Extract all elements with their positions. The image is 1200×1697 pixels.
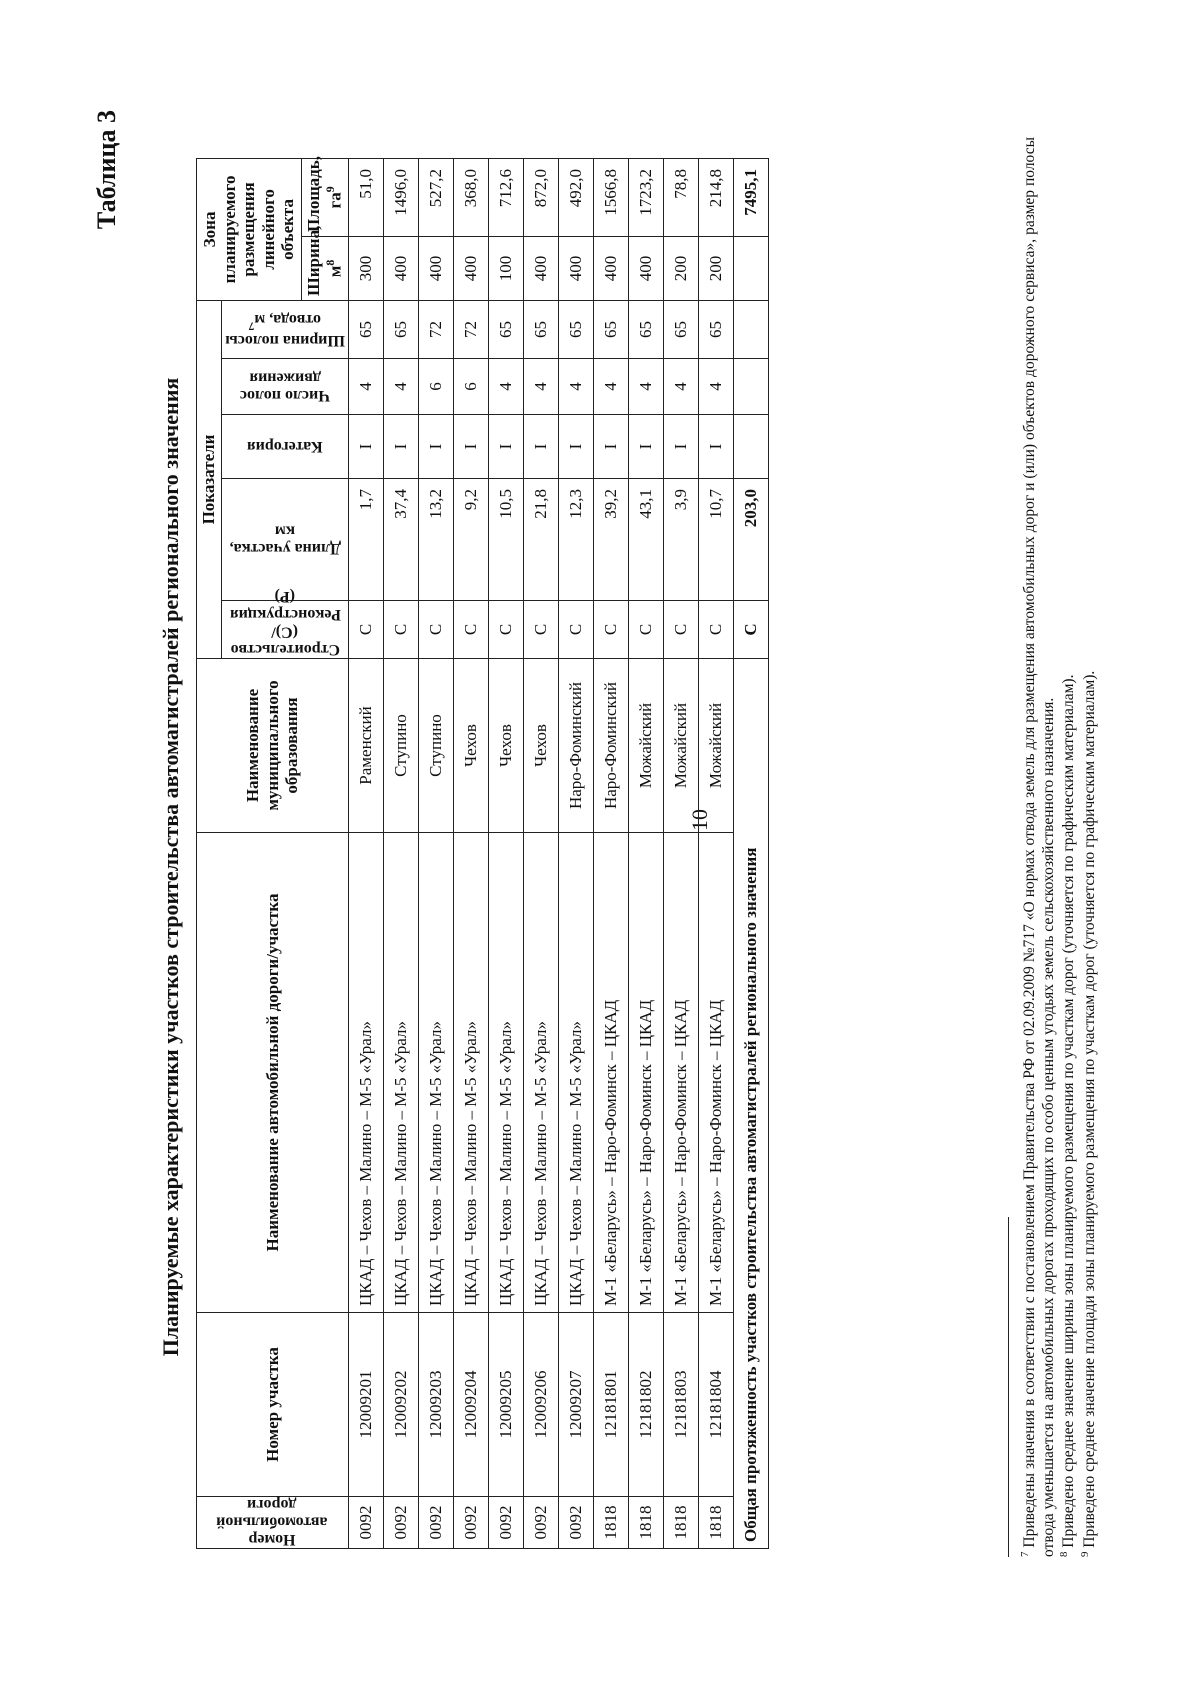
cell-length: 37,4: [383, 479, 418, 601]
cell-strip-width: 65: [698, 300, 733, 358]
cell-road-number: 1818: [663, 1497, 698, 1549]
cell-length: 10,7: [698, 479, 733, 601]
header-zone-area: Площадь, $га^9$: [301, 158, 348, 236]
cell-length: 10,5: [488, 479, 523, 601]
cell-zone-area: 1496,0: [383, 158, 418, 236]
header-road-name: Наименование автомобильной дороги/участка: [197, 833, 349, 1313]
cell-zone-area: 712,6: [488, 158, 523, 236]
cell-zone-width: 400: [453, 236, 488, 300]
cell-road-name: ЦКАД – Чехов – Малино – М-5 «Урал»: [488, 833, 523, 1313]
table-row: [418, 158, 453, 1548]
cell-construction: С: [558, 601, 593, 659]
cell-lanes: 6: [453, 359, 488, 415]
cell-road-number: 0092: [348, 1497, 383, 1549]
cell-zone-area: 51,0: [348, 158, 383, 236]
cell-strip-width: 65: [383, 300, 418, 358]
cell-length: 12,3: [558, 479, 593, 601]
header-road-number: Номер автомобильной дороги: [197, 1497, 349, 1549]
cell-strip-width: 65: [558, 300, 593, 358]
cell-category: I: [523, 415, 558, 479]
table-row: [523, 158, 558, 1548]
cell-strip-width: 65: [488, 300, 523, 358]
cell-category: I: [453, 415, 488, 479]
total-length: 203,0: [733, 479, 768, 601]
cell-length: 9,2: [453, 479, 488, 601]
cell-municipality: Чехов: [453, 659, 488, 833]
cell-construction: С: [418, 601, 453, 659]
cell-section-number: 12009203: [418, 1313, 453, 1497]
cell-construction: С: [523, 601, 558, 659]
total-label: Общая протяженность участков строительства автомагистралей регионального значения: [733, 659, 768, 1549]
cell-zone-width: 400: [593, 236, 628, 300]
cell-zone-width: 400: [523, 236, 558, 300]
cell-section-number: 12181803: [663, 1313, 698, 1497]
cell-lanes: 4: [523, 359, 558, 415]
header-strip-width: Ширина полосы отвода, $м^7$: [221, 300, 348, 358]
cell-municipality: Наро-Фоминский: [558, 659, 593, 833]
cell-road-name: ЦКАД – Чехов – Малино – М-5 «Урал»: [558, 833, 593, 1313]
cell-section-number: 12009204: [453, 1313, 488, 1497]
header-section-number: Номер участка: [197, 1313, 349, 1497]
header-construction: Строительство (С)/ Реконструкция (Р): [221, 601, 348, 659]
cell-section-number: 12181801: [593, 1313, 628, 1497]
header-indicators: Показатели: [197, 300, 222, 658]
cell-municipality: Можайский: [698, 659, 733, 833]
cell-zone-area: 1566,8: [593, 158, 628, 236]
cell-municipality: Можайский: [628, 659, 663, 833]
cell-road-number: 0092: [418, 1497, 453, 1549]
cell-section-number: 12009202: [383, 1313, 418, 1497]
cell-construction: С: [628, 601, 663, 659]
cell-zone-width: 200: [663, 236, 698, 300]
footnote-divider: [1008, 1217, 1009, 1557]
cell-lanes: 4: [663, 359, 698, 415]
cell-road-name: М-1 «Беларусь» – Наро-Фоминск – ЦКАД: [593, 833, 628, 1313]
cell-zone-width: 400: [628, 236, 663, 300]
table-row: [488, 158, 523, 1548]
cell-lanes: 4: [348, 359, 383, 415]
table-row: [558, 158, 593, 1548]
total-empty-cell: [733, 300, 768, 358]
cell-road-name: ЦКАД – Чехов – Малино – М-5 «Урал»: [383, 833, 418, 1313]
footnote-8: $^8$ Приведено среднее значение ширины зоны планируемого размещения по участкам дорог (уточняется по графическим материалам).: [1058, 674, 1078, 1557]
table-row: [453, 158, 488, 1548]
cell-length: 43,1: [628, 479, 663, 601]
cell-length: 21,8: [523, 479, 558, 601]
table-title: Планируемые характеристики участков строительства автомагистралей регионального значения: [158, 377, 183, 1357]
header-lanes: Число полос движения: [221, 359, 348, 415]
table-body: [348, 158, 768, 1548]
cell-road-name: ЦКАД – Чехов – Малино – М-5 «Урал»: [418, 833, 453, 1313]
cell-municipality: Наро-Фоминский: [593, 659, 628, 833]
cell-zone-width: 200: [698, 236, 733, 300]
table-row: [593, 158, 628, 1548]
header-municipality: Наименование муниципального образования: [197, 659, 349, 833]
cell-municipality: Ступино: [383, 659, 418, 833]
total-zone-area: 7495,1: [733, 158, 768, 236]
cell-zone-width: 400: [383, 236, 418, 300]
footnote-7: $^7$ Приведены значения в соответствии с постановлением Правительства РФ от 02.09.2009 №717 «О нормах отвода земель для размещения автомобильных дорог и (или) объектов дорожного сервиса», размер полосы отвода уменьшается на автомобильных дорогах проходящих по особо ценным угодьях земель сельскохозяйственного назначения.: [1019, 137, 1057, 1557]
cell-construction: С: [383, 601, 418, 659]
table-row: [698, 158, 733, 1548]
cell-road-number: 0092: [383, 1497, 418, 1549]
cell-municipality: Ступино: [418, 659, 453, 833]
cell-section-number: 12009206: [523, 1313, 558, 1497]
cell-zone-area: 214,8: [698, 158, 733, 236]
cell-zone-area: 368,0: [453, 158, 488, 236]
table-row: [383, 158, 418, 1548]
cell-section-number: 12009201: [348, 1313, 383, 1497]
total-empty-cell: [733, 236, 768, 300]
cell-construction: С: [348, 601, 383, 659]
cell-section-number: 12181802: [628, 1313, 663, 1497]
cell-strip-width: 72: [453, 300, 488, 358]
cell-zone-area: 527,2: [418, 158, 453, 236]
cell-section-number: 12009205: [488, 1313, 523, 1497]
cell-strip-width: 65: [628, 300, 663, 358]
cell-category: I: [628, 415, 663, 479]
cell-strip-width: 65: [348, 300, 383, 358]
cell-category: I: [663, 415, 698, 479]
header-length: Длина участка, км: [221, 479, 348, 601]
cell-lanes: 4: [488, 359, 523, 415]
cell-road-name: ЦКАД – Чехов – Малино – М-5 «Урал»: [523, 833, 558, 1313]
cell-zone-width: 400: [558, 236, 593, 300]
cell-road-name: ЦКАД – Чехов – Малино – М-5 «Урал»: [453, 833, 488, 1313]
cell-road-number: 0092: [453, 1497, 488, 1549]
cell-road-name: ЦКАД – Чехов – Малино – М-5 «Урал»: [348, 833, 383, 1313]
total-empty-cell: [733, 415, 768, 479]
cell-zone-area: 1723,2: [628, 158, 663, 236]
cell-road-name: М-1 «Беларусь» – Наро-Фоминск – ЦКАД: [663, 833, 698, 1313]
cell-lanes: 6: [418, 359, 453, 415]
cell-zone-area: 872,0: [523, 158, 558, 236]
cell-zone-width: 400: [418, 236, 453, 300]
cell-construction: С: [453, 601, 488, 659]
header-category: Категория: [221, 415, 348, 479]
footnotes: [1008, 137, 1100, 1557]
cell-category: I: [488, 415, 523, 479]
cell-category: I: [558, 415, 593, 479]
cell-strip-width: 65: [523, 300, 558, 358]
cell-length: 13,2: [418, 479, 453, 601]
roads-table: [196, 155, 769, 1549]
cell-lanes: 4: [628, 359, 663, 415]
cell-strip-width: 65: [663, 300, 698, 358]
cell-municipality: Чехов: [488, 659, 523, 833]
header-zone: Зона планируемого размещения линейного объекта: [197, 158, 302, 300]
cell-construction: С: [593, 601, 628, 659]
cell-zone-area: 78,8: [663, 158, 698, 236]
cell-road-number: 1818: [698, 1497, 733, 1549]
cell-section-number: 12009207: [558, 1313, 593, 1497]
total-construction: С: [733, 601, 768, 659]
total-empty-cell: [733, 359, 768, 415]
table-row: [348, 158, 383, 1548]
cell-length: 39,2: [593, 479, 628, 601]
cell-zone-width: 300: [348, 236, 383, 300]
cell-lanes: 4: [558, 359, 593, 415]
cell-strip-width: 65: [593, 300, 628, 358]
cell-length: 3,9: [663, 479, 698, 601]
cell-category: I: [593, 415, 628, 479]
cell-strip-width: 72: [418, 300, 453, 358]
table-total-row: [733, 158, 768, 1548]
cell-municipality: Чехов: [523, 659, 558, 833]
cell-road-number: 0092: [558, 1497, 593, 1549]
table-row: [663, 158, 698, 1548]
cell-category: I: [348, 415, 383, 479]
cell-construction: С: [488, 601, 523, 659]
cell-municipality: Раменский: [348, 659, 383, 833]
cell-category: I: [383, 415, 418, 479]
cell-construction: С: [663, 601, 698, 659]
cell-road-number: 0092: [523, 1497, 558, 1549]
cell-lanes: 4: [698, 359, 733, 415]
header-zone-width: Ширина, $м^8$: [301, 236, 348, 300]
cell-zone-area: 492,0: [558, 158, 593, 236]
table-label: Таблица 3: [92, 110, 121, 230]
cell-zone-width: 100: [488, 236, 523, 300]
footnote-9: $^9$ Приведено среднее значение площади зоны планируемого размещения по участкам дорог (уточняется по графическим материалам).: [1079, 670, 1099, 1557]
cell-lanes: 4: [383, 359, 418, 415]
cell-road-number: 1818: [593, 1497, 628, 1549]
cell-length: 1,7: [348, 479, 383, 601]
cell-road-name: М-1 «Беларусь» – Наро-Фоминск – ЦКАД: [698, 833, 733, 1313]
cell-road-number: 1818: [628, 1497, 663, 1549]
cell-lanes: 4: [593, 359, 628, 415]
cell-municipality: Можайский: [663, 659, 698, 833]
page-number: 10: [687, 809, 712, 831]
cell-section-number: 12181804: [698, 1313, 733, 1497]
cell-category: I: [698, 415, 733, 479]
cell-road-name: М-1 «Беларусь» – Наро-Фоминск – ЦКАД: [628, 833, 663, 1313]
cell-road-number: 0092: [488, 1497, 523, 1549]
header-row-top: [197, 158, 222, 1548]
cell-construction: С: [698, 601, 733, 659]
cell-category: I: [418, 415, 453, 479]
table-row: [628, 158, 663, 1548]
